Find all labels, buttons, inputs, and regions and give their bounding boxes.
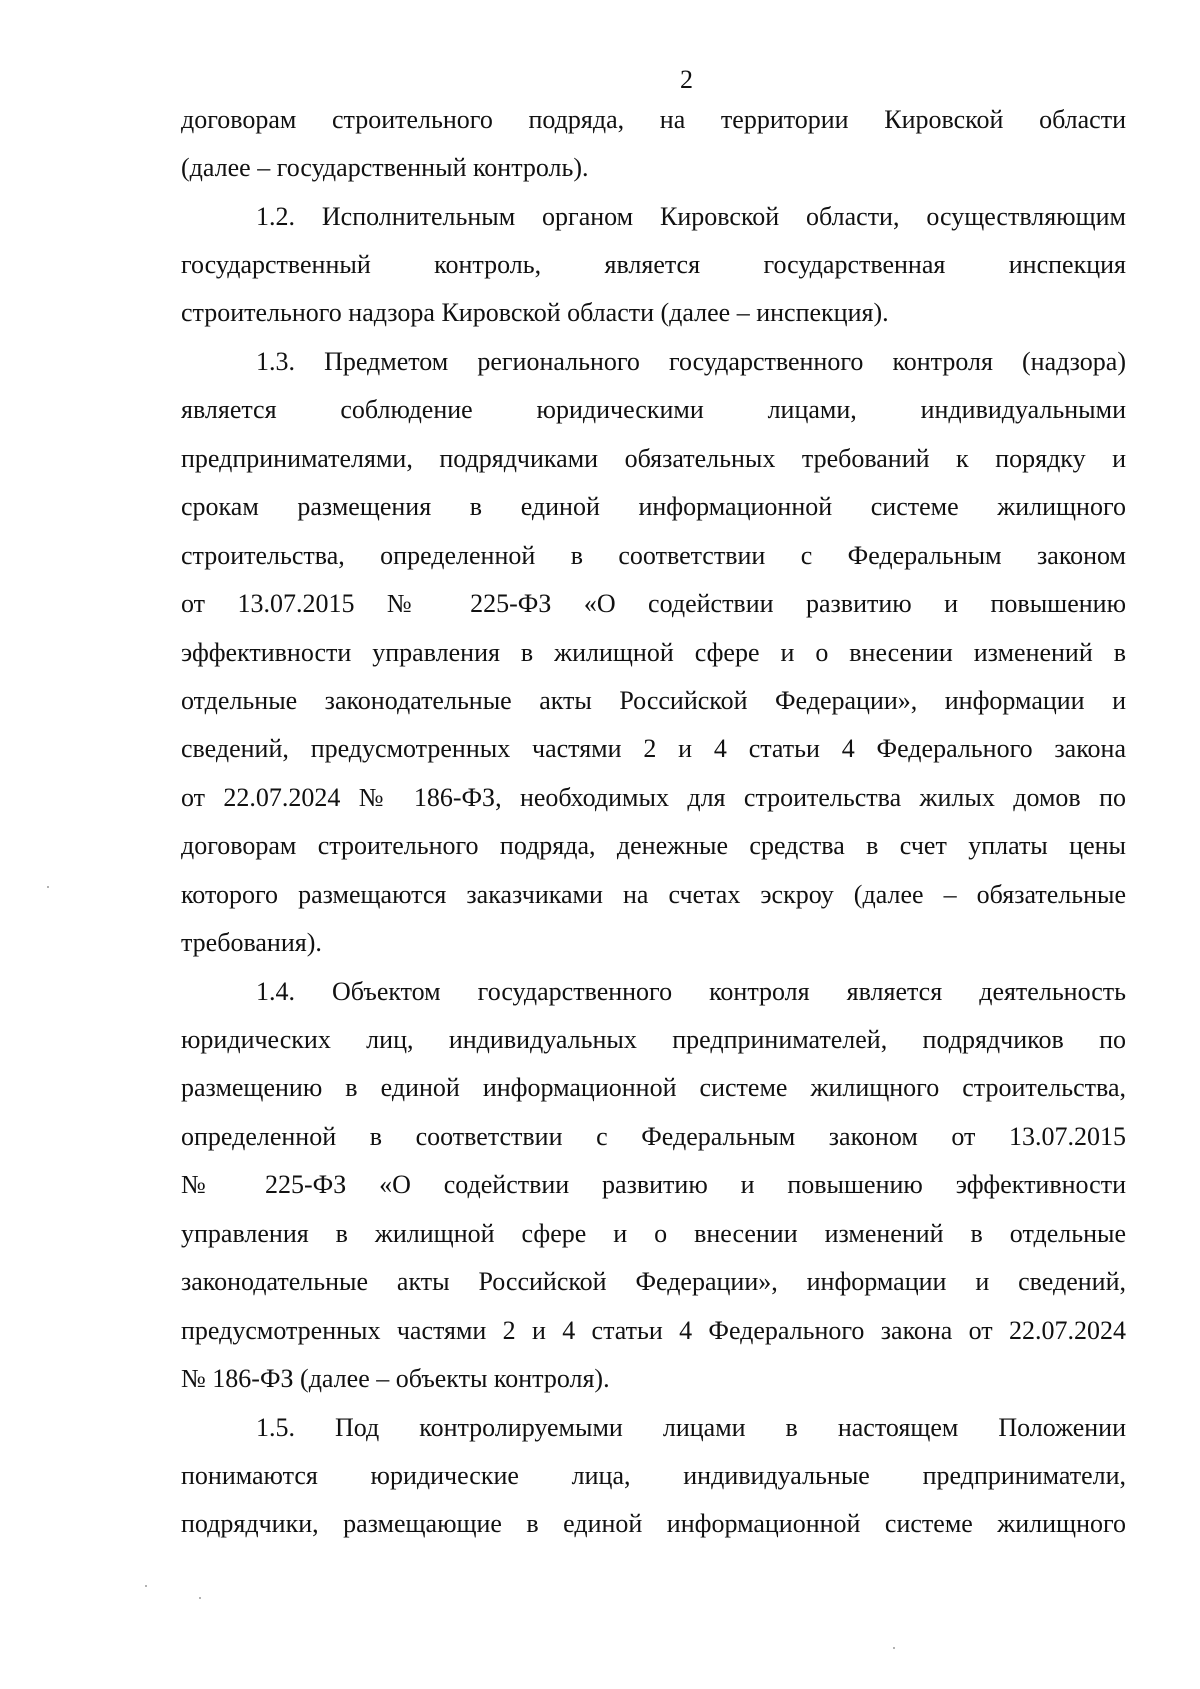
text-line-24: управления в жилищной сфере и о внесении изменений в отдельные [181, 1219, 1126, 1248]
text-line-28: 1.5. Под контролируемыми лицами в настоящем Положении [256, 1413, 1126, 1442]
text-line-17: которого размещаются заказчиками на счетах эскроу (далее – обязательные [181, 880, 1126, 909]
text-line-6: 1.3. Предметом регионального государственного контроля (надзора) [256, 347, 1126, 376]
text-line-14: сведений, предусмотренных частями 2 и 4 статьи 4 Федерального закона [181, 734, 1126, 763]
scan-speck [145, 1585, 147, 1587]
text-line-22: определенной в соответствии с Федеральным законом от 13.07.2015 [181, 1122, 1126, 1151]
text-line-10: строительства, определенной в соответствии с Федеральным законом [181, 541, 1126, 570]
scan-speck [47, 886, 49, 888]
text-line-9: срокам размещения в единой информационной системе жилищного [181, 492, 1126, 521]
page-number: 2 [680, 65, 693, 94]
text-line-19: 1.4. Объектом государственного контроля является деятельность [256, 977, 1126, 1006]
text-line-13: отдельные законодательные акты Российской Федерации», информации и [181, 686, 1126, 715]
scan-speck [199, 1597, 201, 1599]
text-line-21: размещению в единой информационной системе жилищного строительства, [181, 1073, 1126, 1102]
text-line-11: от 13.07.2015 № 225-ФЗ «О содействии развитию и повышению [181, 589, 1126, 618]
text-line-1: договорам строительного подряда, на территории Кировской области [181, 105, 1126, 134]
text-line-7: является соблюдение юридическими лицами, индивидуальными [181, 395, 1126, 424]
text-line-30: подрядчики, размещающие в единой информационной системе жилищного [181, 1509, 1126, 1538]
text-line-5: строительного надзора Кировской области (далее – инспекция). [181, 298, 889, 327]
text-line-18: требования). [181, 928, 322, 957]
text-line-3: 1.2. Исполнительным органом Кировской области, осуществляющим [256, 202, 1126, 231]
text-line-26: предусмотренных частями 2 и 4 статьи 4 Федерального закона от 22.07.2024 [181, 1316, 1126, 1345]
text-line-20: юридических лиц, индивидуальных предпринимателей, подрядчиков по [181, 1025, 1126, 1054]
scan-speck [893, 1647, 895, 1649]
text-line-8: предпринимателями, подрядчиками обязательных требований к порядку и [181, 444, 1126, 473]
text-line-27: № 186-ФЗ (далее – объекты контроля). [181, 1364, 610, 1393]
text-line-2: (далее – государственный контроль). [181, 153, 589, 182]
text-line-23: № 225-ФЗ «О содействии развитию и повышению эффективности [181, 1170, 1126, 1199]
text-line-29: понимаются юридические лица, индивидуальные предприниматели, [181, 1461, 1126, 1490]
text-line-12: эффективности управления в жилищной сфере и о внесении изменений в [181, 638, 1126, 667]
text-line-15: от 22.07.2024 № 186-ФЗ, необходимых для строительства жилых домов по [181, 783, 1126, 812]
text-line-16: договорам строительного подряда, денежные средства в счет уплаты цены [181, 831, 1126, 860]
text-line-25: законодательные акты Российской Федерации», информации и сведений, [181, 1267, 1126, 1296]
text-line-4: государственный контроль, является государственная инспекция [181, 250, 1126, 279]
